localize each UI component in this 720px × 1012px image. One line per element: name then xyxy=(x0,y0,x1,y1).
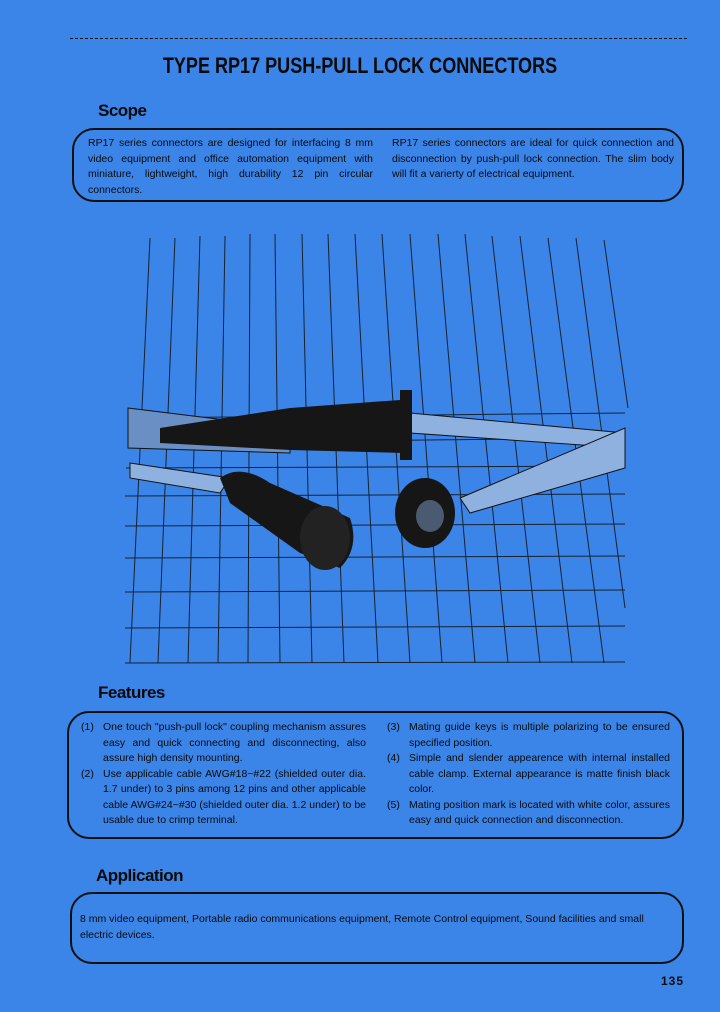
feature-item xyxy=(387,720,670,751)
features-left-column xyxy=(81,720,366,829)
feature-text: Mating position mark is located with white color, assures easy and quick connection and disconnection. xyxy=(409,798,670,826)
feature-item xyxy=(81,720,366,767)
application-heading: Application xyxy=(96,866,184,885)
scope-left-text: RP17 series connectors are designed for interfacing 8 mm video equipment and office automation equipment with miniature, lightweight, high durability 12 pin circular connectors. xyxy=(88,137,373,196)
feature-text: Simple and slender appearence with internal installed cable clamp. External appearance is matte finish black color. xyxy=(409,752,670,795)
scope-box xyxy=(72,128,684,202)
connector-photo xyxy=(120,228,630,668)
feature-number: (1) xyxy=(81,721,94,733)
features-right-column xyxy=(387,720,670,829)
scope-heading: Scope xyxy=(98,101,147,120)
features-heading: Features xyxy=(98,683,165,702)
feature-number: (3) xyxy=(387,721,400,733)
application-text: 8 mm video equipment, Portable radio communications equipment, Remote Control equipment, Sound facilities and small electric devices. xyxy=(80,913,644,941)
feature-text: Use applicable cable AWG#18~#22 (shielded outer dia. 1.7 under) to 3 pins among 12 pins and other applicable cable AWG#24~#30 (shielded outer dia. 1.2 under) to be usable due to crimp terminal. xyxy=(103,767,366,826)
feature-item xyxy=(81,767,366,829)
application-box xyxy=(70,892,684,964)
scope-right-text: RP17 series connectors are ideal for quick connection and disconnection by push-pull lock connection. The slim body will fit a varierty of electrical equipment. xyxy=(392,137,674,180)
feature-item xyxy=(387,798,670,829)
feature-number: (2) xyxy=(81,767,94,780)
page-number: 135 xyxy=(661,974,685,988)
feature-text: Mating guide keys is multiple polarizing to be ensured specified position. xyxy=(409,721,670,749)
feature-item xyxy=(387,751,670,798)
feature-text: One touch "push-pull lock" coupling mechanism assures easy and quick connecting and disconnecting, also assure high density mounting. xyxy=(103,721,366,764)
page-title: TYPE RP17 PUSH-PULL LOCK CONNECTORS xyxy=(162,53,558,78)
feature-number: (5) xyxy=(387,798,400,811)
top-rule xyxy=(70,38,687,40)
features-box xyxy=(67,711,684,839)
feature-number: (4) xyxy=(387,752,400,764)
